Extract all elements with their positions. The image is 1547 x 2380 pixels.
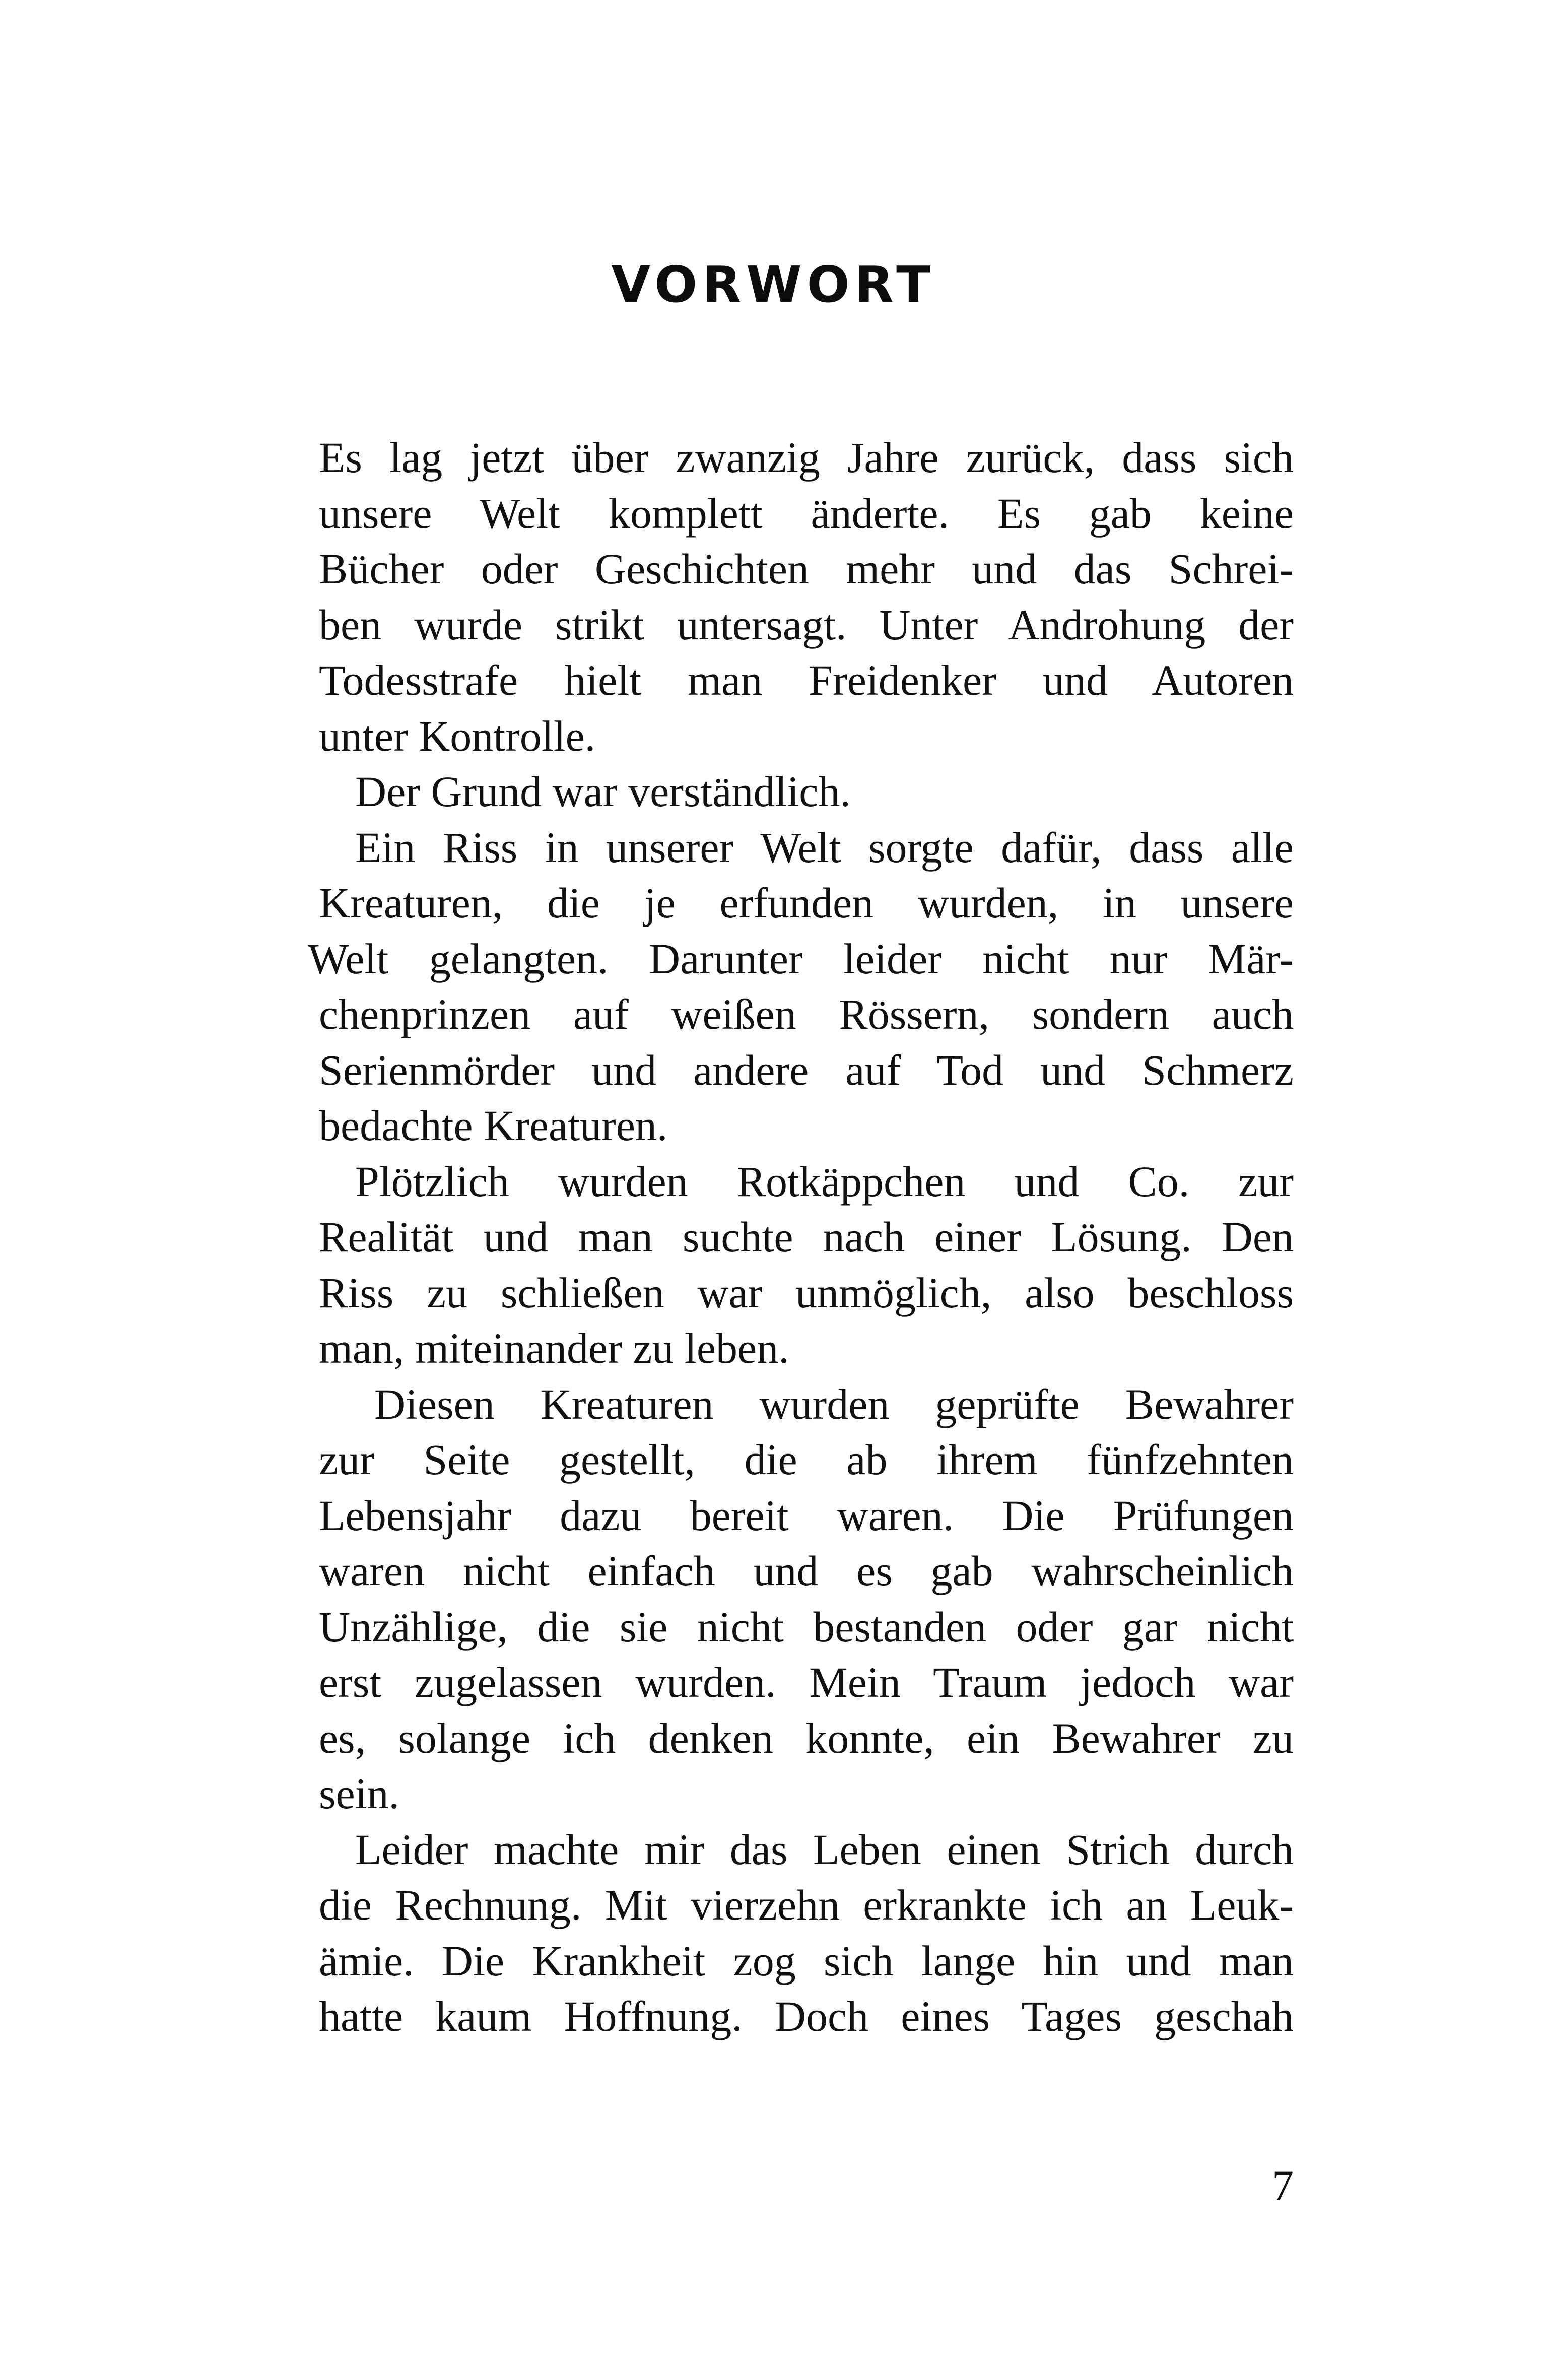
- page-number: 7: [1272, 2161, 1294, 2210]
- text-line: Leider machte mir das Leben einen Strich durch: [355, 1825, 1294, 1874]
- text-line: Es lag jetzt über zwanzig Jahre zurück, dass sich: [319, 433, 1294, 482]
- text-line: chenprinzen auf weißen Rössern, sondern auch: [319, 990, 1294, 1038]
- text-line: ben wurde strikt untersagt. Unter Androhung der: [319, 600, 1294, 649]
- text-line: Realität und man suchte nach einer Lösung. Den: [319, 1213, 1294, 1261]
- text-line: es, solange ich denken konnte, ein Bewahrer zu: [319, 1713, 1294, 1762]
- text-line: Todesstrafe hielt man Freidenker und Autoren: [319, 656, 1294, 704]
- text-line: waren nicht einfach und es gab wahrscheinlich: [319, 1547, 1294, 1595]
- text-line: Diesen Kreaturen wurden geprüfte Bewahrer: [374, 1379, 1294, 1428]
- body-text: [308, 430, 1294, 2044]
- text-line: unsere Welt komplett änderte. Es gab keine: [319, 489, 1294, 538]
- text-line: Unzählige, die sie nicht bestanden oder gar nicht: [319, 1602, 1294, 1651]
- text-line: Serienmörder und andere auf Tod und Schmerz: [319, 1045, 1294, 1094]
- text-line: ämie. Die Krankheit zog sich lange hin und man: [319, 1936, 1294, 1985]
- text-line: zur Seite gestellt, die ab ihrem fünfzehnten: [319, 1435, 1294, 1484]
- text-line: unter Kontrolle.: [319, 711, 596, 760]
- text-line: hatte kaum Hoffnung. Doch eines Tages geschah: [319, 1992, 1294, 2040]
- chapter-title: VORWORT: [611, 255, 936, 314]
- text-line: Kreaturen, die je erfunden wurden, in unsere: [319, 879, 1294, 927]
- text-line: die Rechnung. Mit vierzehn erkrankte ich an Leuk-: [319, 1881, 1294, 1929]
- text-line: Plötzlich wurden Rotkäppchen und Co. zur: [355, 1157, 1294, 1206]
- text-line: man, miteinander zu leben.: [319, 1324, 789, 1372]
- text-line: Riss zu schließen war unmöglich, also beschloss: [319, 1268, 1294, 1317]
- text-line: Ein Riss in unserer Welt sorgte dafür, dass alle: [355, 823, 1294, 872]
- text-line: Welt gelangten. Darunter leider nicht nur Mär-: [308, 934, 1294, 983]
- text-line: sein.: [319, 1769, 400, 1818]
- text-line: Der Grund war verständlich.: [355, 767, 851, 816]
- text-line: Bücher oder Geschichten mehr und das Schrei-: [319, 545, 1294, 593]
- text-line: Lebensjahr dazu bereit waren. Die Prüfungen: [319, 1491, 1294, 1540]
- text-line: erst zugelassen wurden. Mein Traum jedoch war: [319, 1658, 1294, 1706]
- text-line: bedachte Kreaturen.: [319, 1101, 668, 1150]
